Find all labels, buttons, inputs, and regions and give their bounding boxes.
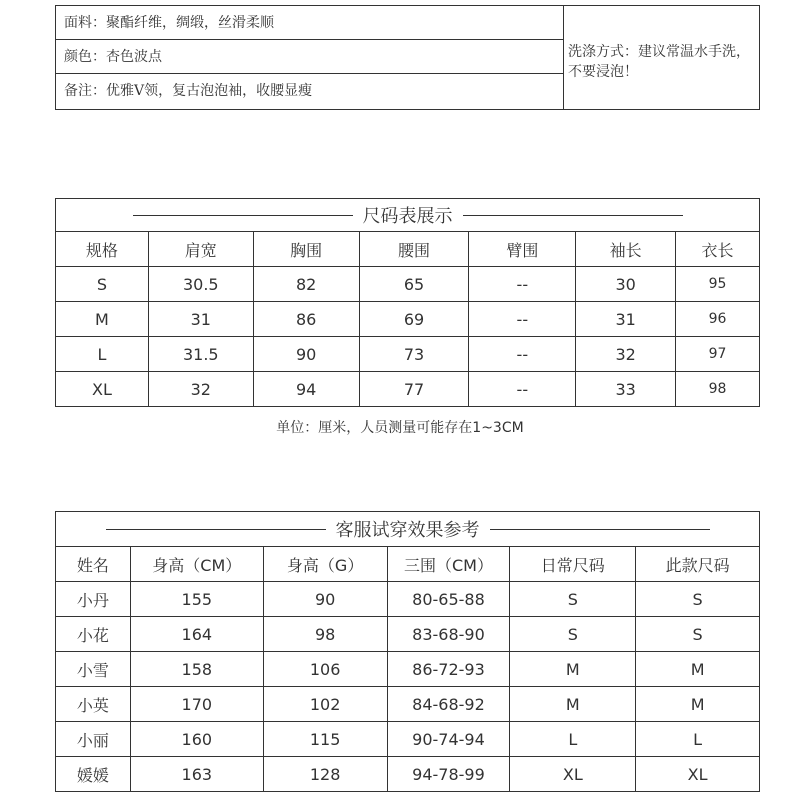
table-cell: 128 [263,757,387,792]
table-row [56,267,760,302]
title-divider-left [133,215,353,216]
table-cell: -- [469,302,576,337]
table-row [56,722,760,757]
table-cell: 83-68-90 [387,617,510,652]
header-cell: 此款尺码 [636,547,760,582]
table-cell: L [56,337,149,372]
wash-instructions: 洗涤方式：建议常温水手洗，不要浸泡！ [568,44,750,80]
header-cell: 日常尺码 [510,547,636,582]
table-cell: S [636,582,760,617]
table-cell: L [636,722,760,757]
size-chart-header-row [56,232,760,267]
table-row [56,337,760,372]
header-cell: 姓名 [56,547,131,582]
table-cell: 98 [263,617,387,652]
table-cell: 90 [253,337,359,372]
table-cell: 84-68-92 [387,687,510,722]
table-cell: 32 [148,372,253,407]
table-cell: 77 [359,372,469,407]
header-cell: 身高（CM） [130,547,263,582]
header-cell: 臂围 [469,232,576,267]
size-chart-title: 尺码表展示 [362,206,453,227]
table-cell: 33 [576,372,676,407]
table-cell: 115 [263,722,387,757]
table-cell: 98 [676,372,760,407]
table-row [56,687,760,722]
table-cell: 32 [576,337,676,372]
header-cell: 身高（G） [263,547,387,582]
fit-reference-table [55,511,760,792]
table-cell: 小雪 [56,652,131,687]
table-cell: 31.5 [148,337,253,372]
table-row [56,372,760,407]
table-cell: 158 [130,652,263,687]
title-divider-right [463,215,683,216]
table-cell: S [56,267,149,302]
header-cell: 袖长 [576,232,676,267]
table-cell: 31 [148,302,253,337]
table-row [56,582,760,617]
table-cell: M [636,687,760,722]
color-line: 颜色：杏色波点 [56,40,563,74]
table-cell: 86-72-93 [387,652,510,687]
table-cell: S [510,617,636,652]
table-row [56,652,760,687]
header-cell: 三围（CM） [387,547,510,582]
table-cell: 163 [130,757,263,792]
fit-table-header-row [56,547,760,582]
table-cell: 164 [130,617,263,652]
table-row [56,302,760,337]
table-cell: M [510,687,636,722]
table-row [56,757,760,792]
table-cell: 小英 [56,687,131,722]
table-cell: -- [469,337,576,372]
table-cell: 65 [359,267,469,302]
table-cell: 106 [263,652,387,687]
table-cell: 160 [130,722,263,757]
table-cell: 94 [253,372,359,407]
title-divider-right [490,529,710,530]
table-cell: 96 [676,302,760,337]
table-cell: 82 [253,267,359,302]
table-cell: 90-74-94 [387,722,510,757]
size-chart-title-row [56,199,760,232]
table-cell: S [510,582,636,617]
table-cell: 97 [676,337,760,372]
table-row [56,617,760,652]
product-attributes [56,6,564,109]
table-cell: M [636,652,760,687]
table-cell: 69 [359,302,469,337]
header-cell: 胸围 [253,232,359,267]
table-cell: 102 [263,687,387,722]
title-divider-left [106,529,326,530]
table-cell: 80-65-88 [387,582,510,617]
product-info-box [55,5,760,110]
fit-table-title-row [56,512,760,547]
table-cell: 30.5 [148,267,253,302]
table-cell: -- [469,372,576,407]
note-line: 备注：优雅V领，复古泡泡袖，收腰显瘦 [64,83,313,99]
table-cell: L [510,722,636,757]
table-cell: M [56,302,149,337]
header-cell: 衣长 [676,232,760,267]
table-cell: 155 [130,582,263,617]
table-cell: 小花 [56,617,131,652]
table-cell: XL [636,757,760,792]
table-cell: S [636,617,760,652]
table-cell: 媛媛 [56,757,131,792]
table-cell: 小丹 [56,582,131,617]
table-cell: M [510,652,636,687]
table-cell: 31 [576,302,676,337]
table-cell: 94-78-99 [387,757,510,792]
unit-note: 单位：厘米，人员测量可能存在1~3CM [276,420,524,436]
header-cell: 规格 [56,232,149,267]
table-cell: 73 [359,337,469,372]
table-cell: -- [469,267,576,302]
size-chart-table [55,198,760,407]
table-cell: 170 [130,687,263,722]
table-cell: 95 [676,267,760,302]
table-cell: XL [510,757,636,792]
table-cell: 小丽 [56,722,131,757]
table-cell: XL [56,372,149,407]
table-cell: 86 [253,302,359,337]
header-cell: 腰围 [359,232,469,267]
fit-table-title: 客服试穿效果参考 [335,520,480,541]
table-cell: 30 [576,267,676,302]
header-cell: 肩宽 [148,232,253,267]
table-cell: 90 [263,582,387,617]
fabric-line: 面料：聚酯纤维，绸缎，丝滑柔顺 [56,6,563,40]
